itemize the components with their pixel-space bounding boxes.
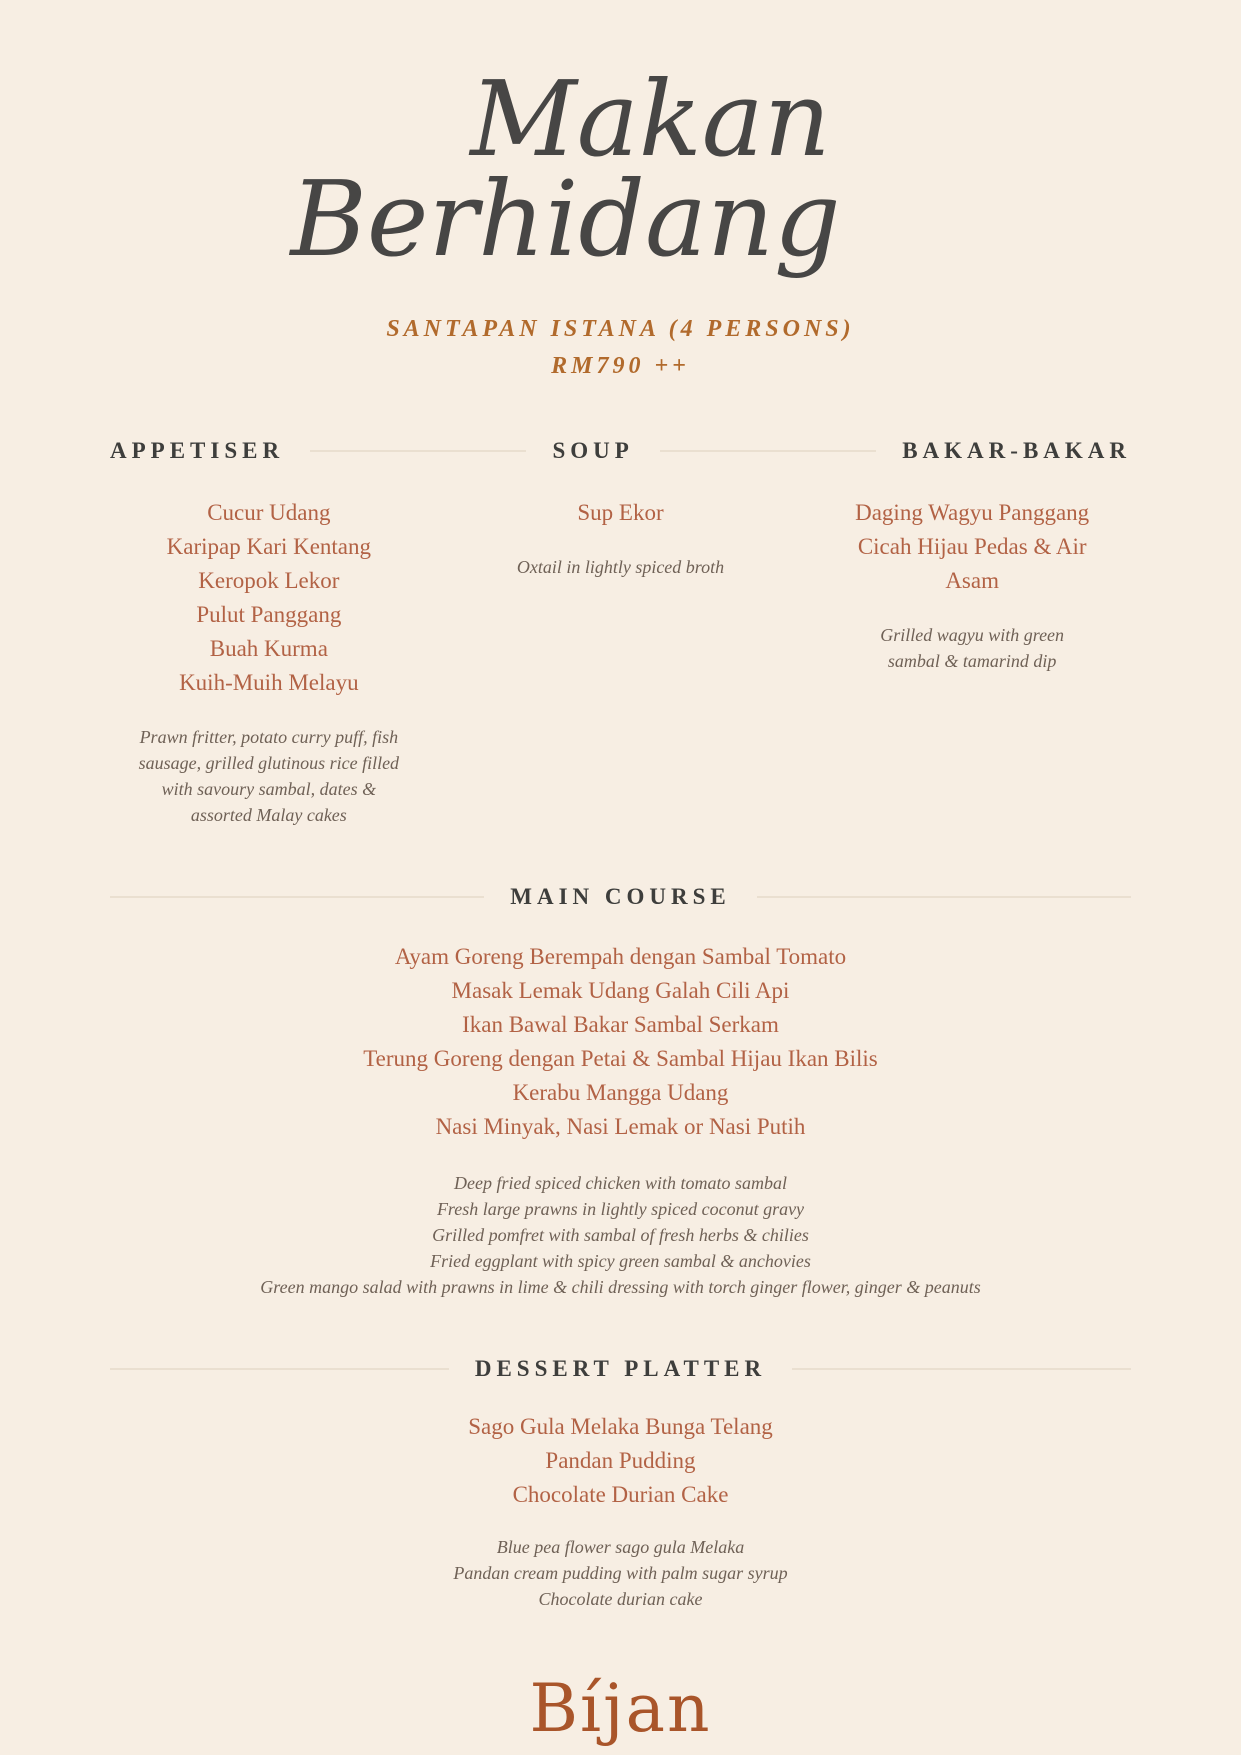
- dessert-descriptions: [110, 1534, 1131, 1612]
- item-description: Grilled pomfret with sambal of fresh herbs & chilies: [432, 1225, 809, 1246]
- item-description: Blue pea flower sago gula Melaka: [496, 1537, 745, 1558]
- menu-item: Chocolate Durian Cake: [512, 1482, 729, 1508]
- three-column-section: [110, 496, 1131, 828]
- menu-item: Kerabu Mangga Udang: [512, 1080, 729, 1106]
- bakar-bakar-heading: BAKAR-BAKAR: [902, 438, 1131, 464]
- item-description: Deep fried spiced chicken with tomato sambal: [454, 1173, 787, 1194]
- divider: [757, 896, 1131, 898]
- divider: [792, 1368, 1131, 1370]
- soup-heading: SOUP: [552, 438, 634, 464]
- main-course-descriptions: [110, 1170, 1131, 1300]
- set-menu-price: RM790 ++: [551, 353, 690, 380]
- divider: [310, 450, 526, 452]
- menu-title-line1: Makan: [470, 58, 831, 180]
- menu-item: Kuih-Muih Melayu: [179, 670, 359, 696]
- menu-item: Cucur Udang: [207, 500, 331, 526]
- dessert-header-row: [110, 1356, 1131, 1382]
- menu-item: Karipap Kari Kentang: [166, 534, 372, 560]
- menu-item: Ikan Bawal Bakar Sambal Serkam: [462, 1012, 779, 1038]
- appetiser-column: [110, 496, 428, 828]
- menu-item: Daging Wagyu Panggang Cicah Hijau Pedas & Air Asam: [855, 500, 1090, 594]
- menu-item: Masak Lemak Udang Galah Cili Api: [451, 978, 790, 1004]
- item-description: Chocolate durian cake: [538, 1589, 703, 1610]
- bakar-bakar-column: [813, 496, 1131, 674]
- menu-item: Terung Goreng dengan Petai & Sambal Hijau Ikan Bilis: [363, 1046, 878, 1072]
- item-description: Fresh large prawns in lightly spiced coconut gravy: [436, 1199, 805, 1220]
- item-description: Green mango salad with prawns in lime & chili dressing with torch ginger flower, ginger & peanuts: [260, 1277, 981, 1298]
- soup-column: [462, 496, 780, 580]
- item-description: Fried eggplant with spicy green sambal & anchovies: [430, 1251, 811, 1272]
- divider: [110, 896, 484, 898]
- menu-item: Ayam Goreng Berempah dengan Sambal Tomato: [394, 944, 847, 970]
- divider: [660, 450, 876, 452]
- menu-item: Sup Ekor: [577, 500, 664, 526]
- soup-description: Oxtail in lightly spiced broth: [516, 557, 725, 578]
- main-course-items: [110, 940, 1131, 1144]
- bijan-logo: Bíjan: [529, 1670, 712, 1748]
- column-headers-row: [110, 438, 1131, 464]
- dessert-platter-heading: DESSERT PLATTER: [474, 1356, 767, 1382]
- menu-item: Buah Kurma: [209, 636, 328, 662]
- appetiser-heading: APPETISER: [110, 438, 285, 464]
- item-description: Pandan cream pudding with palm sugar syrup: [453, 1563, 788, 1584]
- set-menu-subtitle: SANTAPAN ISTANA (4 PERSONS): [386, 316, 855, 343]
- bakar-bakar-description: Grilled wagyu with green sambal & tamarind dip: [880, 625, 1065, 672]
- appetiser-description: Prawn fritter, potato curry puff, fish sausage, grilled glutinous rice filled with savoury sambal, dates & assorted Malay cakes: [138, 727, 400, 826]
- divider: [110, 1368, 449, 1370]
- menu-item: Nasi Minyak, Nasi Lemak or Nasi Putih: [435, 1114, 806, 1140]
- main-course-heading: MAIN COURSE: [510, 884, 731, 910]
- menu-item: Pulut Panggang: [196, 602, 342, 628]
- menu-item: Pandan Pudding: [545, 1448, 696, 1474]
- menu-item: Keropok Lekor: [198, 568, 340, 594]
- menu-title-line2: Berhidang: [290, 158, 841, 281]
- main-course-header-row: [110, 884, 1131, 910]
- dessert-items: [110, 1410, 1131, 1512]
- menu-title: [110, 58, 1131, 281]
- menu-item: Sago Gula Melaka Bunga Telang: [468, 1414, 773, 1440]
